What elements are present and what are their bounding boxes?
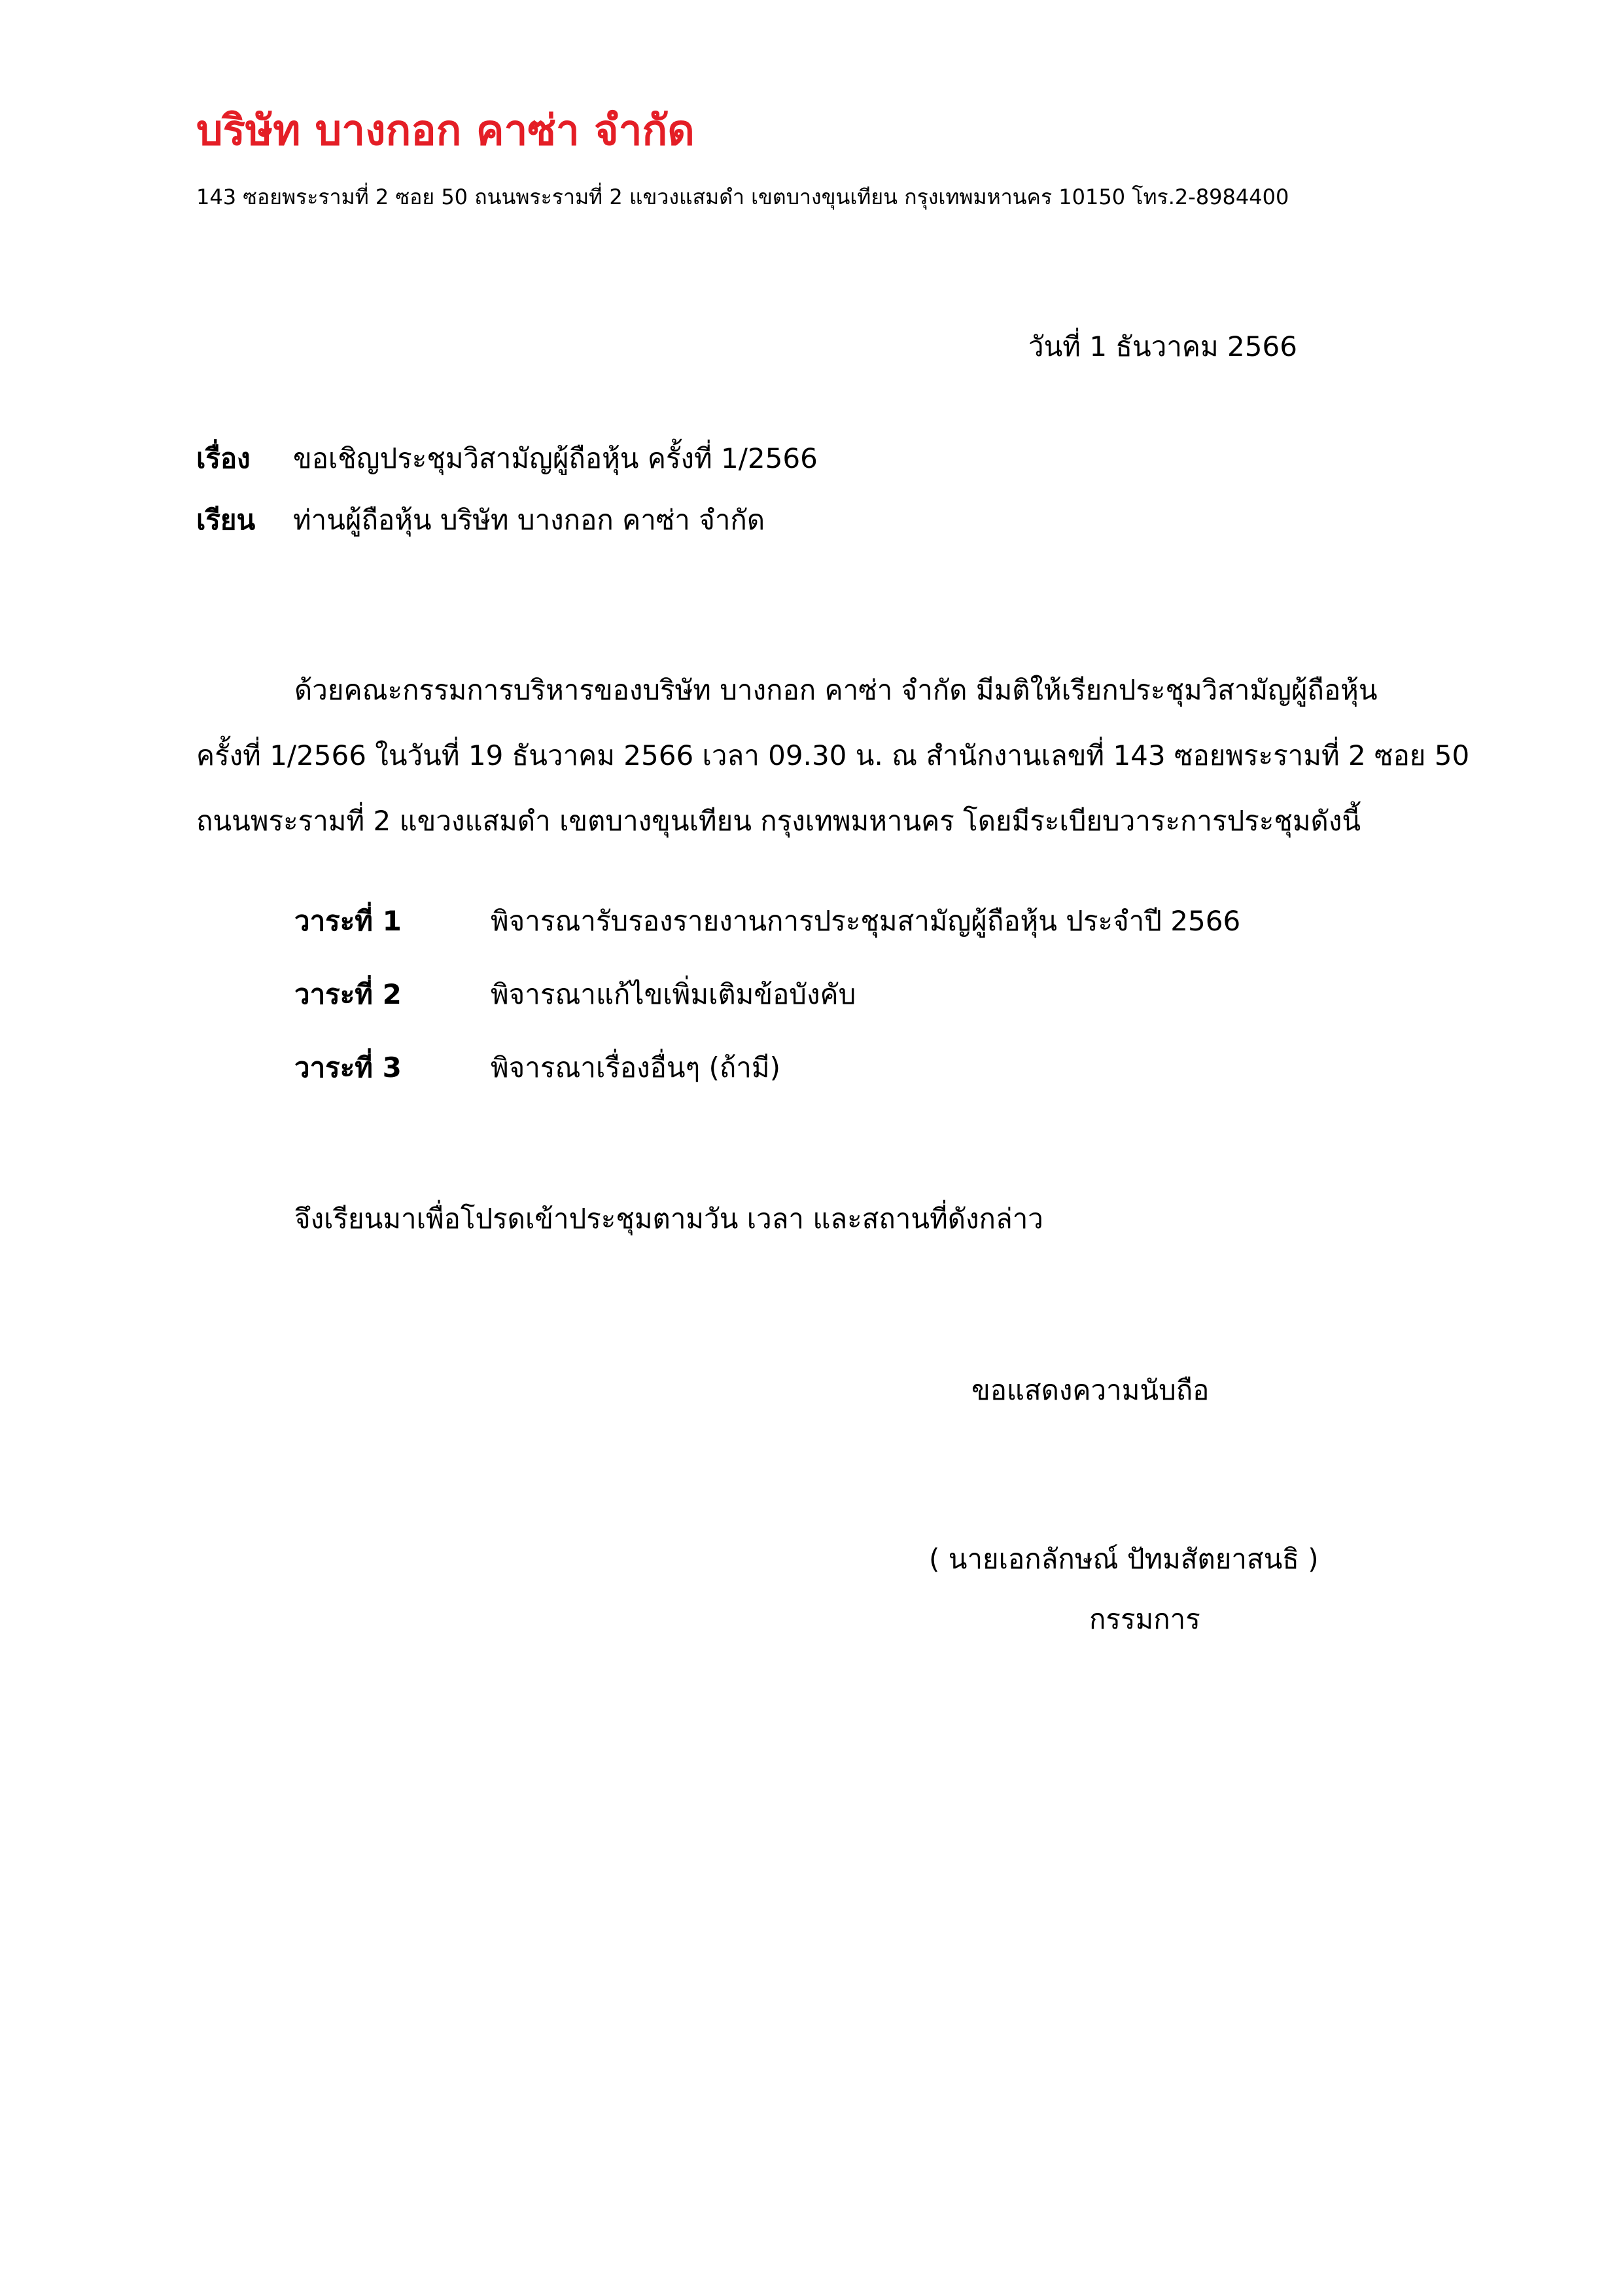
closing-sentence: จึงเรียนมาเพื่อโปรดเข้าประชุมตามวัน เวลา และสถานที่ดังกล่าว (294, 1203, 1043, 1235)
agenda-item-text: พิจารณาเรื่องอื่นๆ (ถ้ามี) (491, 1051, 780, 1084)
agenda-item-text: พิจารณารับรองรายงานการประชุมสามัญผู้ถือหุ้น ประจำปี 2566 (491, 905, 1241, 937)
recipient-text: ท่านผู้ถือหุ้น บริษัท บางกอก คาซ่า จำกัด (293, 504, 765, 536)
subject-text: ขอเชิญประชุมวิสามัญผู้ถือหุ้น ครั้งที่ 1/2566 (293, 442, 818, 474)
company-address: 143 ซอยพระรามที่ 2 ซอย 50 ถนนพระรามที่ 2 แขวงแสมดำ เขตบางขุนเทียน กรุงเทพมหานคร 10150 โทร.2-8984400 (196, 185, 1289, 209)
body-line: ด้วยคณะกรรมการบริหารของบริษัท บางกอก คาซ่า จำกัด มีมติให้เรียกประชุมวิสามัญผู้ถือหุ้น (294, 674, 1378, 706)
agenda-item (294, 1046, 1240, 1120)
recipient-row (196, 499, 765, 542)
agenda-list (294, 900, 1240, 1120)
subject-label: เรื่อง (196, 442, 251, 474)
agenda-item-label: วาระที่ 2 (294, 978, 402, 1010)
recipient-label: เรียน (196, 504, 256, 536)
agenda-item (294, 900, 1240, 973)
signatory-title: กรรมการ (1089, 1603, 1200, 1635)
signatory-name: ( นายเอกลักษณ์ ปัทมสัตยาสนธิ ) (929, 1543, 1319, 1575)
regards-line: ขอแสดงความนับถือ (971, 1374, 1210, 1406)
body-paragraph (196, 658, 1470, 854)
subject-row (196, 437, 818, 480)
agenda-item (294, 973, 1240, 1046)
company-name: บริษัท บางกอก คาซ่า จำกัด (196, 107, 695, 155)
body-line: ถนนพระรามที่ 2 แขวงแสมดำ เขตบางขุนเทียน กรุงเทพมหานคร โดยมีระเบียบวาระการประชุมดังนี้ (196, 805, 1361, 837)
body-line: ครั้งที่ 1/2566 ในวันที่ 19 ธันวาคม 2566 เวลา 09.30 น. ณ สำนักงานเลขที่ 143 ซอยพระรามที่ 2 ซอย 50 (196, 739, 1470, 771)
agenda-item-label: วาระที่ 3 (294, 1051, 402, 1084)
letter-date: วันที่ 1 ธันวาคม 2566 (1028, 330, 1297, 362)
agenda-item-text: พิจารณาแก้ไขเพิ่มเติมข้อบังคับ (491, 978, 856, 1010)
agenda-item-label: วาระที่ 1 (294, 905, 402, 937)
